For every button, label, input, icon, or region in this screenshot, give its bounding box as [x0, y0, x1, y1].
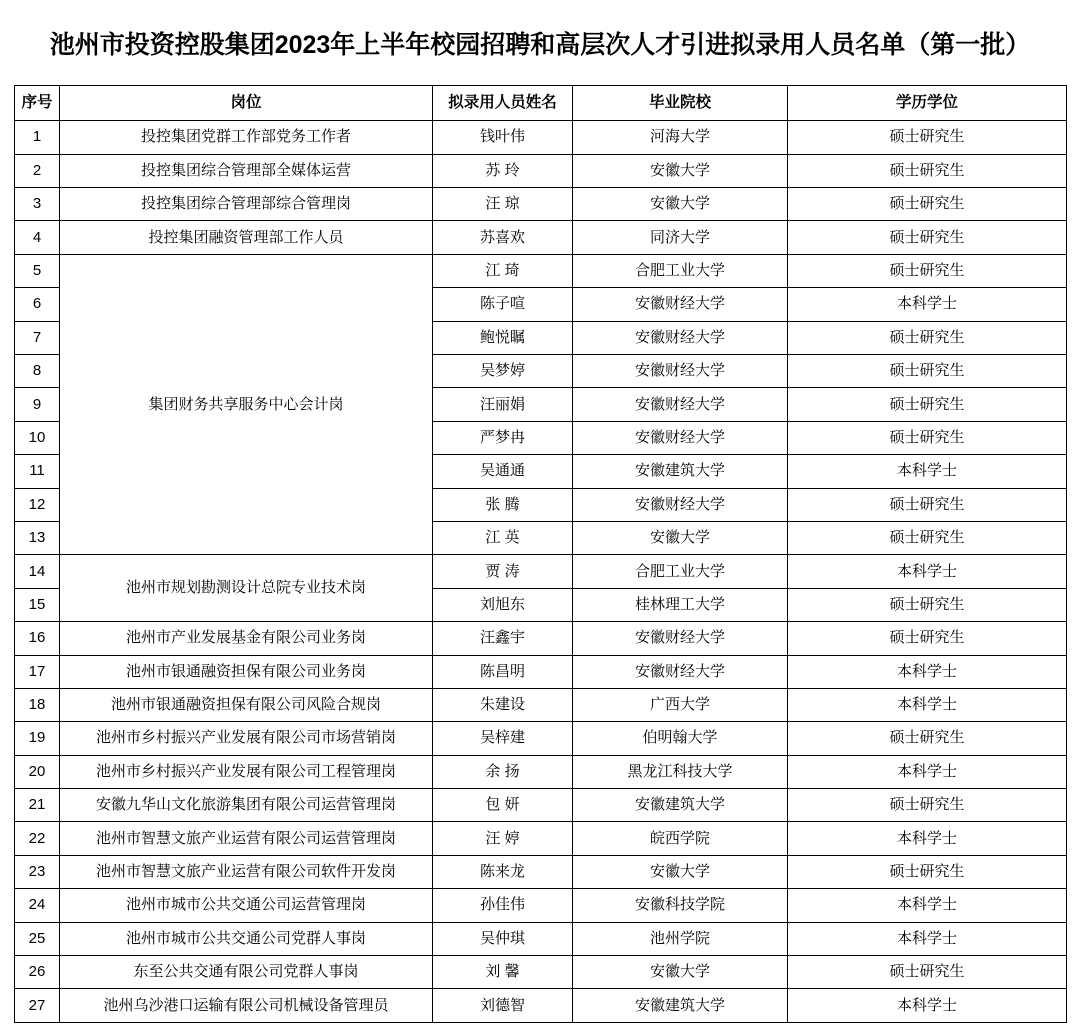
- cell-school: 广西大学: [573, 688, 788, 721]
- cell-degree: 硕士研究生: [788, 421, 1067, 454]
- cell-name: 贾 涛: [433, 555, 573, 588]
- cell-name: 陈来龙: [433, 855, 573, 888]
- table-row: [15, 121, 1067, 154]
- cell-school: 池州学院: [573, 922, 788, 955]
- cell-index: 22: [15, 822, 60, 855]
- cell-index: 20: [15, 755, 60, 788]
- cell-index: 8: [15, 354, 60, 387]
- table-row: [15, 555, 1067, 588]
- cell-post: 池州市乡村振兴产业发展有限公司工程管理岗: [60, 755, 433, 788]
- cell-post: 池州市银通融资担保有限公司业务岗: [60, 655, 433, 688]
- cell-school: 安徽财经大学: [573, 655, 788, 688]
- column-header-degree: 学历学位: [788, 86, 1067, 121]
- cell-post: 池州市智慧文旅产业运营有限公司运营管理岗: [60, 822, 433, 855]
- column-header-index: 序号: [15, 86, 60, 121]
- cell-index: 15: [15, 588, 60, 621]
- cell-degree: 本科学士: [788, 922, 1067, 955]
- cell-index: 2: [15, 154, 60, 187]
- cell-name: 朱建设: [433, 688, 573, 721]
- cell-degree: 本科学士: [788, 688, 1067, 721]
- cell-school: 安徽财经大学: [573, 421, 788, 454]
- cell-post: 东至公共交通有限公司党群人事岗: [60, 956, 433, 989]
- cell-name: 江 琦: [433, 254, 573, 287]
- column-header-school: 毕业院校: [573, 86, 788, 121]
- table-row: [15, 855, 1067, 888]
- cell-school: 安徽大学: [573, 154, 788, 187]
- cell-name: 汪 琼: [433, 188, 573, 221]
- table-row: [15, 922, 1067, 955]
- cell-post: 池州乌沙港口运输有限公司机械设备管理员: [60, 989, 433, 1022]
- cell-index: 21: [15, 789, 60, 822]
- cell-school: 伯明翰大学: [573, 722, 788, 755]
- cell-post: 池州市城市公共交通公司运营管理岗: [60, 889, 433, 922]
- cell-degree: 硕士研究生: [788, 789, 1067, 822]
- cell-school: 安徽大学: [573, 521, 788, 554]
- cell-degree: 硕士研究生: [788, 354, 1067, 387]
- column-header-name: 拟录用人员姓名: [433, 86, 573, 121]
- cell-degree: 本科学士: [788, 655, 1067, 688]
- cell-degree: 本科学士: [788, 989, 1067, 1022]
- table-row: [15, 889, 1067, 922]
- cell-school: 安徽财经大学: [573, 622, 788, 655]
- cell-name: 汪丽娟: [433, 388, 573, 421]
- cell-index: 23: [15, 855, 60, 888]
- cell-school: 同济大学: [573, 221, 788, 254]
- table-row: [15, 755, 1067, 788]
- cell-post: 池州市乡村振兴产业发展有限公司市场营销岗: [60, 722, 433, 755]
- cell-school: 安徽财经大学: [573, 288, 788, 321]
- cell-post: 池州市银通融资担保有限公司风险合规岗: [60, 688, 433, 721]
- cell-index: 16: [15, 622, 60, 655]
- cell-school: 河海大学: [573, 121, 788, 154]
- cell-school: 安徽财经大学: [573, 321, 788, 354]
- cell-index: 26: [15, 956, 60, 989]
- cell-degree: 硕士研究生: [788, 488, 1067, 521]
- table-row: [15, 622, 1067, 655]
- table-row: [15, 688, 1067, 721]
- cell-name: 刘旭东: [433, 588, 573, 621]
- table-row: [15, 655, 1067, 688]
- cell-school: 安徽建筑大学: [573, 455, 788, 488]
- table-row: [15, 722, 1067, 755]
- cell-post: 投控集团融资管理部工作人员: [60, 221, 433, 254]
- cell-post: 池州市城市公共交通公司党群人事岗: [60, 922, 433, 955]
- cell-school: 安徽财经大学: [573, 354, 788, 387]
- cell-name: 汪 婷: [433, 822, 573, 855]
- table-row: [15, 822, 1067, 855]
- cell-index: 6: [15, 288, 60, 321]
- cell-school: 皖西学院: [573, 822, 788, 855]
- cell-degree: 硕士研究生: [788, 622, 1067, 655]
- table-row: [15, 221, 1067, 254]
- cell-name: 苏 玲: [433, 154, 573, 187]
- cell-degree: 硕士研究生: [788, 855, 1067, 888]
- table-row: [15, 188, 1067, 221]
- cell-degree: 硕士研究生: [788, 221, 1067, 254]
- cell-index: 25: [15, 922, 60, 955]
- cell-index: 4: [15, 221, 60, 254]
- page-title: 池州市投资控股集团2023年上半年校园招聘和高层次人才引进拟录用人员名单（第一批）: [49, 31, 1031, 59]
- cell-school: 安徽科技学院: [573, 889, 788, 922]
- table-body: [15, 121, 1067, 1023]
- cell-degree: 硕士研究生: [788, 254, 1067, 287]
- cell-index: 13: [15, 521, 60, 554]
- cell-post: 投控集团党群工作部党务工作者: [60, 121, 433, 154]
- cell-index: 14: [15, 555, 60, 588]
- cell-name: 吴梓建: [433, 722, 573, 755]
- cell-name: 苏喜欢: [433, 221, 573, 254]
- cell-index: 18: [15, 688, 60, 721]
- cell-name: 刘德智: [433, 989, 573, 1022]
- cell-index: 24: [15, 889, 60, 922]
- cell-school: 安徽大学: [573, 188, 788, 221]
- cell-degree: 硕士研究生: [788, 521, 1067, 554]
- cell-name: 江 英: [433, 521, 573, 554]
- cell-post: 池州市产业发展基金有限公司业务岗: [60, 622, 433, 655]
- cell-index: 9: [15, 388, 60, 421]
- cell-name: 刘 馨: [433, 956, 573, 989]
- cell-index: 10: [15, 421, 60, 454]
- cell-index: 1: [15, 121, 60, 154]
- cell-name: 陈昌明: [433, 655, 573, 688]
- cell-school: 合肥工业大学: [573, 555, 788, 588]
- cell-name: 余 扬: [433, 755, 573, 788]
- cell-degree: 本科学士: [788, 555, 1067, 588]
- cell-degree: 本科学士: [788, 288, 1067, 321]
- cell-name: 张 腾: [433, 488, 573, 521]
- cell-degree: 硕士研究生: [788, 321, 1067, 354]
- column-header-post: 岗位: [60, 86, 433, 121]
- table-header-row: [15, 86, 1067, 121]
- cell-degree: 硕士研究生: [788, 154, 1067, 187]
- cell-name: 包 妍: [433, 789, 573, 822]
- cell-school: 安徽建筑大学: [573, 989, 788, 1022]
- cell-name: 吴通通: [433, 455, 573, 488]
- table-row: [15, 254, 1067, 287]
- cell-name: 吴梦婷: [433, 354, 573, 387]
- table-row: [15, 956, 1067, 989]
- cell-post: 集团财务共享服务中心会计岗: [60, 254, 433, 555]
- cell-index: 7: [15, 321, 60, 354]
- cell-index: 3: [15, 188, 60, 221]
- cell-name: 吴仲琪: [433, 922, 573, 955]
- cell-post: 池州市规划勘测设计总院专业技术岗: [60, 555, 433, 622]
- table-row: [15, 989, 1067, 1022]
- cell-name: 钱叶伟: [433, 121, 573, 154]
- cell-name: 严梦冉: [433, 421, 573, 454]
- table-row: [15, 154, 1067, 187]
- cell-school: 桂林理工大学: [573, 588, 788, 621]
- cell-school: 黑龙江科技大学: [573, 755, 788, 788]
- cell-degree: 本科学士: [788, 889, 1067, 922]
- cell-name: 陈子喧: [433, 288, 573, 321]
- cell-name: 孙佳伟: [433, 889, 573, 922]
- cell-name: 鲍悦瞩: [433, 321, 573, 354]
- cell-school: 安徽财经大学: [573, 488, 788, 521]
- table-row: [15, 789, 1067, 822]
- table-head: [15, 86, 1067, 121]
- cell-name: 汪鑫宇: [433, 622, 573, 655]
- cell-degree: 硕士研究生: [788, 388, 1067, 421]
- cell-post: 投控集团综合管理部综合管理岗: [60, 188, 433, 221]
- cell-degree: 本科学士: [788, 755, 1067, 788]
- cell-index: 19: [15, 722, 60, 755]
- cell-degree: 硕士研究生: [788, 588, 1067, 621]
- cell-index: 11: [15, 455, 60, 488]
- cell-index: 17: [15, 655, 60, 688]
- cell-degree: 硕士研究生: [788, 722, 1067, 755]
- cell-school: 安徽大学: [573, 956, 788, 989]
- roster-table: [14, 85, 1067, 1023]
- cell-post: 安徽九华山文化旅游集团有限公司运营管理岗: [60, 789, 433, 822]
- cell-school: 安徽财经大学: [573, 388, 788, 421]
- cell-school: 合肥工业大学: [573, 254, 788, 287]
- cell-degree: 硕士研究生: [788, 956, 1067, 989]
- cell-school: 安徽大学: [573, 855, 788, 888]
- cell-degree: 硕士研究生: [788, 121, 1067, 154]
- cell-degree: 本科学士: [788, 822, 1067, 855]
- cell-index: 5: [15, 254, 60, 287]
- cell-post: 池州市智慧文旅产业运营有限公司软件开发岗: [60, 855, 433, 888]
- cell-index: 12: [15, 488, 60, 521]
- cell-index: 27: [15, 989, 60, 1022]
- cell-post: 投控集团综合管理部全媒体运营: [60, 154, 433, 187]
- cell-degree: 硕士研究生: [788, 188, 1067, 221]
- cell-degree: 本科学士: [788, 455, 1067, 488]
- cell-school: 安徽建筑大学: [573, 789, 788, 822]
